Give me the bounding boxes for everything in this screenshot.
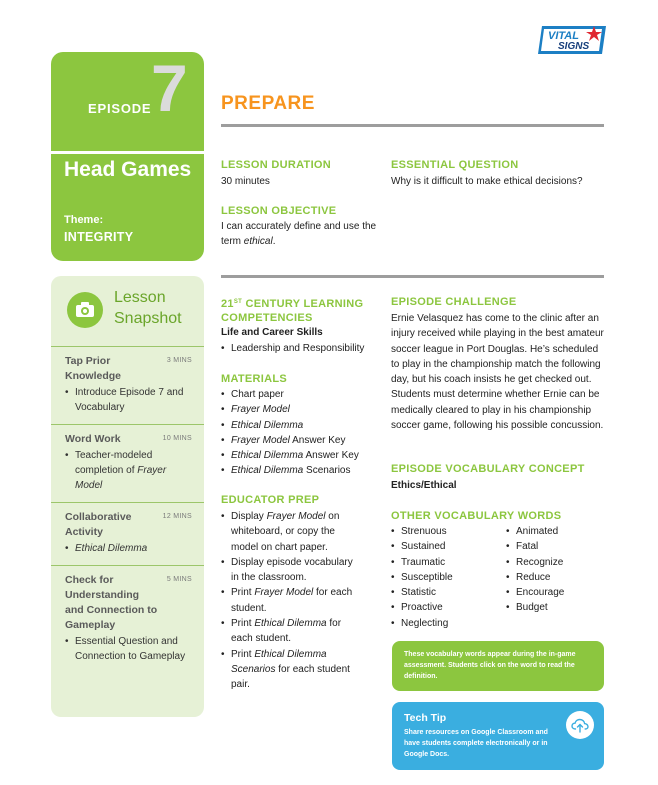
- snapshot-section: [51, 424, 204, 502]
- vocab-word: [391, 585, 501, 600]
- bullet-dot: •: [221, 465, 225, 477]
- snapshot-section-header: [65, 573, 192, 633]
- list-item-text: Proactive: [401, 602, 443, 614]
- camera-icon: [67, 292, 103, 328]
- bullet-dot: •: [506, 541, 510, 553]
- snapshot-section-duration: 12 MINS: [162, 513, 192, 520]
- snapshot-title: Lesson Snapshot: [114, 289, 182, 327]
- prepare-heading: PREPARE: [221, 93, 315, 114]
- snapshot-section-duration: 3 MINS: [166, 357, 192, 364]
- vocab-column-2: [506, 524, 606, 616]
- vocab-word: [506, 585, 606, 600]
- educator-prep-item: [221, 585, 361, 616]
- snapshot-section: [51, 346, 204, 424]
- list-item-text: Neglecting: [401, 617, 449, 629]
- vocab-word: [506, 539, 606, 554]
- snapshot-section-header: [65, 354, 192, 384]
- list-item-text: Frayer Model Answer Key: [231, 434, 346, 446]
- snapshot-section: [51, 565, 204, 673]
- list-item-text: Sustained: [401, 541, 446, 553]
- cloud-upload-icon: [566, 711, 594, 739]
- bullet-dot: •: [391, 602, 395, 614]
- materials-heading: MATERIALS: [221, 373, 288, 385]
- prepare-rule: [221, 124, 604, 127]
- bullet-dot: •: [506, 526, 510, 537]
- snapshot-section-duration: 10 MINS: [162, 435, 192, 442]
- competencies-heading: 21ST CENTURY LEARNING COMPETENCIES: [221, 298, 364, 324]
- lesson-duration-text: 30 minutes: [221, 176, 270, 187]
- bullet-dot: •: [221, 618, 225, 630]
- episode-theme: INTEGRITY: [64, 230, 134, 244]
- episode-title: Head Games: [64, 158, 192, 181]
- bullet-dot: •: [506, 556, 510, 568]
- bullet-dot: •: [221, 450, 225, 462]
- vocab-column-1: [391, 524, 501, 631]
- snapshot-bullet: [65, 385, 192, 415]
- bullet-dot: •: [65, 636, 69, 647]
- snapshot-bullet: [65, 448, 192, 493]
- episode-theme-label: Theme:: [64, 214, 104, 226]
- list-item-text: Fatal: [516, 541, 539, 553]
- material-em: Frayer Model: [231, 434, 290, 446]
- vocab-word: [391, 539, 501, 554]
- material-item: [221, 387, 381, 402]
- material-em: Frayer Model: [231, 404, 290, 416]
- bullet-dot: •: [221, 404, 225, 416]
- episode-challenge-text: Ernie Velasquez has come to the clinic after an injury received while playing in the best amateur soccer league in Port Douglas. He’s scheduled to play in the championship match the following day, but his coach insists he get checked out. Students must determine whether Ernie can be medically cleared to play in his championship soccer game, following his possible concussion.: [391, 313, 604, 432]
- list-item-text: Statistic: [401, 587, 437, 599]
- section-rule: [221, 275, 604, 278]
- snapshot-bullet: [65, 634, 192, 664]
- vocab-concept-text: Ethics/Ethical: [391, 480, 457, 491]
- educator-prep-item: [221, 509, 361, 555]
- tech-tip-text: Share resources on Google Classroom and have students complete electronically or in Google Docs.: [404, 729, 548, 758]
- list-item-text: Traumatic: [401, 556, 446, 568]
- logo-text-line2: SIGNS: [558, 41, 590, 52]
- material-em: Ethical Dilemma: [231, 450, 304, 462]
- vocab-word: [391, 570, 501, 585]
- materials-list: [221, 387, 381, 479]
- other-vocab-heading: OTHER VOCABULARY WORDS: [391, 510, 562, 522]
- bullet-dot: •: [506, 602, 510, 614]
- material-em: Ethical Dilemma: [231, 465, 304, 477]
- educator-prep-item: [221, 647, 361, 693]
- snapshot-bullet-em: Ethical Dilemma: [75, 543, 148, 554]
- list-item-text: Recognize: [516, 556, 564, 568]
- material-em: Ethical Dilemma: [231, 419, 304, 431]
- educator-prep-em: Frayer Model: [254, 587, 314, 599]
- list-item-text: Chart paper: [231, 389, 284, 400]
- list-item-text: Strenuous: [401, 526, 447, 537]
- educator-prep-em: Ethical Dilemma Scenarios: [231, 648, 327, 675]
- vocab-word: [391, 616, 501, 631]
- lesson-objective-heading: LESSON OBJECTIVE: [221, 205, 337, 217]
- list-item-text: Budget: [516, 602, 548, 614]
- bullet-dot: •: [221, 648, 225, 660]
- episode-number: 7: [151, 51, 188, 125]
- snapshot-bullet-text: Teacher-modeled completion of Frayer Model: [75, 450, 167, 491]
- list-item-text: Animated: [516, 526, 559, 537]
- bullet-dot: •: [221, 587, 225, 599]
- list-item-text: Ethical Dilemma Scenarios: [231, 465, 351, 477]
- snapshot-sections: [51, 346, 204, 673]
- snapshot-section-header: [65, 432, 192, 447]
- tech-tip-callout: [392, 702, 604, 770]
- list-item-text: Print Ethical Dilemma for each student.: [231, 618, 342, 645]
- logo-text-line1: VITAL: [548, 30, 579, 42]
- list-item-text: Display episode vocabulary in the classroom.: [231, 556, 353, 584]
- bullet-dot: •: [506, 587, 510, 599]
- educator-prep-heading: EDUCATOR PREP: [221, 494, 320, 506]
- bullet-dot: •: [391, 556, 395, 568]
- episode-label: EPISODE: [88, 101, 152, 116]
- competencies-list: [221, 341, 381, 356]
- material-item: [221, 463, 381, 478]
- vocab-note-callout: These vocabulary words appear during the in-game assessment. Students click on the word to read the definition.: [392, 641, 604, 691]
- list-item-text: [231, 418, 303, 433]
- vocab-word: [391, 524, 501, 539]
- material-item: [221, 448, 381, 463]
- bullet-dot: •: [391, 617, 395, 629]
- bullet-dot: •: [221, 511, 225, 522]
- episode-challenge-heading: EPISODE CHALLENGE: [391, 296, 517, 308]
- bullet-dot: •: [221, 389, 225, 400]
- snapshot-section-heading: Tap Prior Knowledge: [65, 355, 122, 382]
- educator-prep-em: Frayer Model: [266, 511, 326, 522]
- list-item-text: Display Frayer Model on whiteboard, or copy the model on chart paper.: [231, 511, 340, 553]
- vocab-word: [391, 555, 501, 570]
- snapshot-section-duration: 5 MINS: [166, 576, 192, 583]
- vocab-word: [391, 600, 501, 615]
- vital-signs-logo: [536, 22, 610, 58]
- list-item-text: Encourage: [516, 587, 565, 599]
- educator-prep-em: Ethical Dilemma: [254, 618, 327, 630]
- material-item: [221, 418, 381, 433]
- vocab-word: [506, 524, 606, 539]
- bullet-dot: •: [221, 434, 225, 446]
- vocab-concept-heading: EPISODE VOCABULARY CONCEPT: [391, 463, 585, 475]
- competency-item: [221, 341, 381, 356]
- list-item-text: Print Ethical Dilemma Scenarios for each student pair.: [231, 648, 350, 691]
- bullet-dot: •: [391, 541, 395, 553]
- bullet-dot: •: [391, 587, 395, 599]
- bullet-dot: •: [391, 571, 395, 583]
- episode-card: [51, 52, 204, 261]
- bullet-dot: •: [221, 556, 225, 568]
- educator-prep-list: [221, 509, 361, 693]
- episode-divider: [51, 151, 204, 154]
- bullet-dot: •: [65, 387, 69, 398]
- vocab-word: [506, 555, 606, 570]
- essential-question-heading: ESSENTIAL QUESTION: [391, 159, 519, 171]
- lesson-duration-heading: LESSON DURATION: [221, 159, 332, 171]
- snapshot-bullet: [65, 541, 192, 556]
- snapshot-section-heading: Check for Understanding and Connection to Gameplay: [65, 574, 158, 631]
- lesson-objective-text: I can accurately define and use the term ethical.: [221, 221, 377, 247]
- snapshot-bullet-text: Introduce Episode 7 and Vocabulary: [75, 387, 184, 413]
- snapshot-bullet-text: Essential Question and Connection to Gameplay: [75, 636, 186, 662]
- educator-prep-item: [221, 555, 361, 586]
- material-item: [221, 402, 381, 417]
- essential-question-text: Why is it difficult to make ethical decisions?: [391, 176, 583, 187]
- bullet-dot: •: [65, 543, 69, 554]
- list-item-text: Reduce: [516, 571, 551, 583]
- snapshot-section-heading: Word Work: [65, 433, 121, 445]
- list-item-text: Print Frayer Model for each student.: [231, 587, 353, 614]
- bullet-dot: •: [506, 571, 510, 583]
- list-item-text: [231, 402, 290, 417]
- bullet-dot: •: [221, 419, 225, 431]
- list-item-text: Ethical Dilemma Answer Key: [231, 450, 359, 462]
- snapshot-section-heading: Collaborative Activity: [65, 511, 132, 538]
- material-item: [221, 433, 381, 448]
- competencies-subheading: Life and Career Skills: [221, 327, 323, 338]
- lesson-snapshot: [51, 276, 204, 717]
- vocab-word: [506, 570, 606, 585]
- vocab-word: [506, 600, 606, 615]
- bullet-dot: •: [65, 450, 69, 461]
- tech-tip-title: Tech Tip: [404, 712, 447, 724]
- bullet-dot: •: [221, 343, 225, 354]
- snapshot-section: [51, 502, 204, 565]
- snapshot-section-header: [65, 510, 192, 540]
- snapshot-bullet-em: Frayer Model: [75, 465, 167, 491]
- educator-prep-item: [221, 616, 361, 647]
- list-item-text: Susceptible: [401, 571, 453, 583]
- list-item-text: Leadership and Responsibility: [231, 343, 365, 354]
- snapshot-bullet-text: [75, 541, 147, 556]
- bullet-dot: •: [391, 526, 395, 537]
